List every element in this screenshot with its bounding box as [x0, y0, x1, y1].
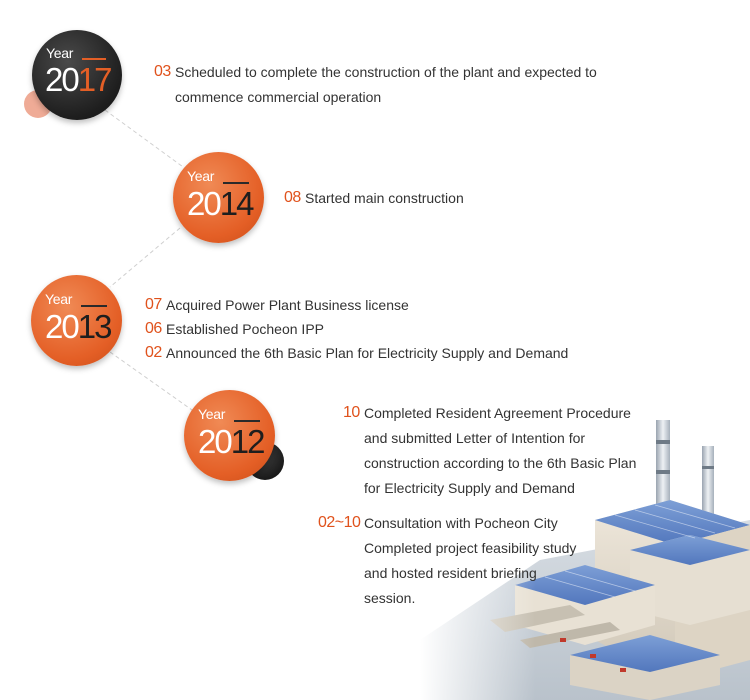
year-suffix: 12: [230, 423, 264, 460]
year-underline: [82, 58, 106, 60]
event-month: 02~10: [318, 514, 361, 531]
year-prefix: 20: [187, 185, 220, 222]
events-2012: [318, 401, 663, 611]
year-underline: [223, 182, 249, 184]
year-suffix: 17: [77, 61, 111, 98]
year-suffix: 14: [219, 185, 253, 222]
events-2017: [154, 60, 674, 110]
year-number: [198, 425, 263, 458]
year-number: [45, 310, 110, 343]
event-text: Scheduled to complete the construction of the plant and expected to commence commercial operation: [175, 64, 597, 105]
year-label: Year: [198, 406, 226, 422]
year-number: [45, 63, 110, 96]
year-label: Year: [45, 291, 73, 307]
event-item: [145, 341, 645, 365]
event-text: Started main construction: [305, 190, 464, 206]
events-2014: [284, 186, 684, 211]
year-circle-2014: [173, 152, 264, 243]
event-month: 06: [145, 320, 162, 337]
event-item: [318, 401, 663, 501]
event-item: [145, 293, 645, 317]
year-suffix: 13: [77, 308, 111, 345]
year-circle-2013: [31, 275, 122, 366]
year-prefix: 20: [45, 61, 78, 98]
year-number: [187, 187, 252, 220]
year-circle-2012: [184, 390, 275, 481]
event-text: Consultation with Pocheon City Completed project feasibility study and hosted resident briefing session.: [364, 515, 577, 606]
year-prefix: 20: [198, 423, 231, 460]
year-prefix: 20: [45, 308, 78, 345]
events-2013: [145, 293, 645, 365]
event-item: [284, 186, 684, 211]
year-underline: [234, 420, 260, 422]
event-month: 07: [145, 296, 162, 313]
year-circle-2017: [32, 30, 122, 120]
event-month: 08: [284, 189, 301, 206]
event-item: [154, 60, 674, 110]
event-item: [318, 511, 663, 611]
event-text: Established Pocheon IPP: [166, 321, 324, 337]
connector-2017-2014: [105, 110, 190, 172]
connector-2014-2013: [110, 228, 180, 287]
event-text: Announced the 6th Basic Plan for Electricity Supply and Demand: [166, 345, 569, 361]
event-month: 02: [145, 344, 162, 361]
event-item: [145, 317, 645, 341]
event-month: 10: [343, 404, 360, 421]
event-text: Completed Resident Agreement Procedure and submitted Letter of Intention for construction according to the 6th Basic Plan for Electricity Supply and Demand: [364, 405, 637, 496]
event-text: Acquired Power Plant Business license: [166, 297, 409, 313]
event-month: 03: [154, 63, 171, 80]
year-label: Year: [187, 168, 215, 184]
year-label: Year: [46, 45, 74, 61]
year-underline: [81, 305, 107, 307]
